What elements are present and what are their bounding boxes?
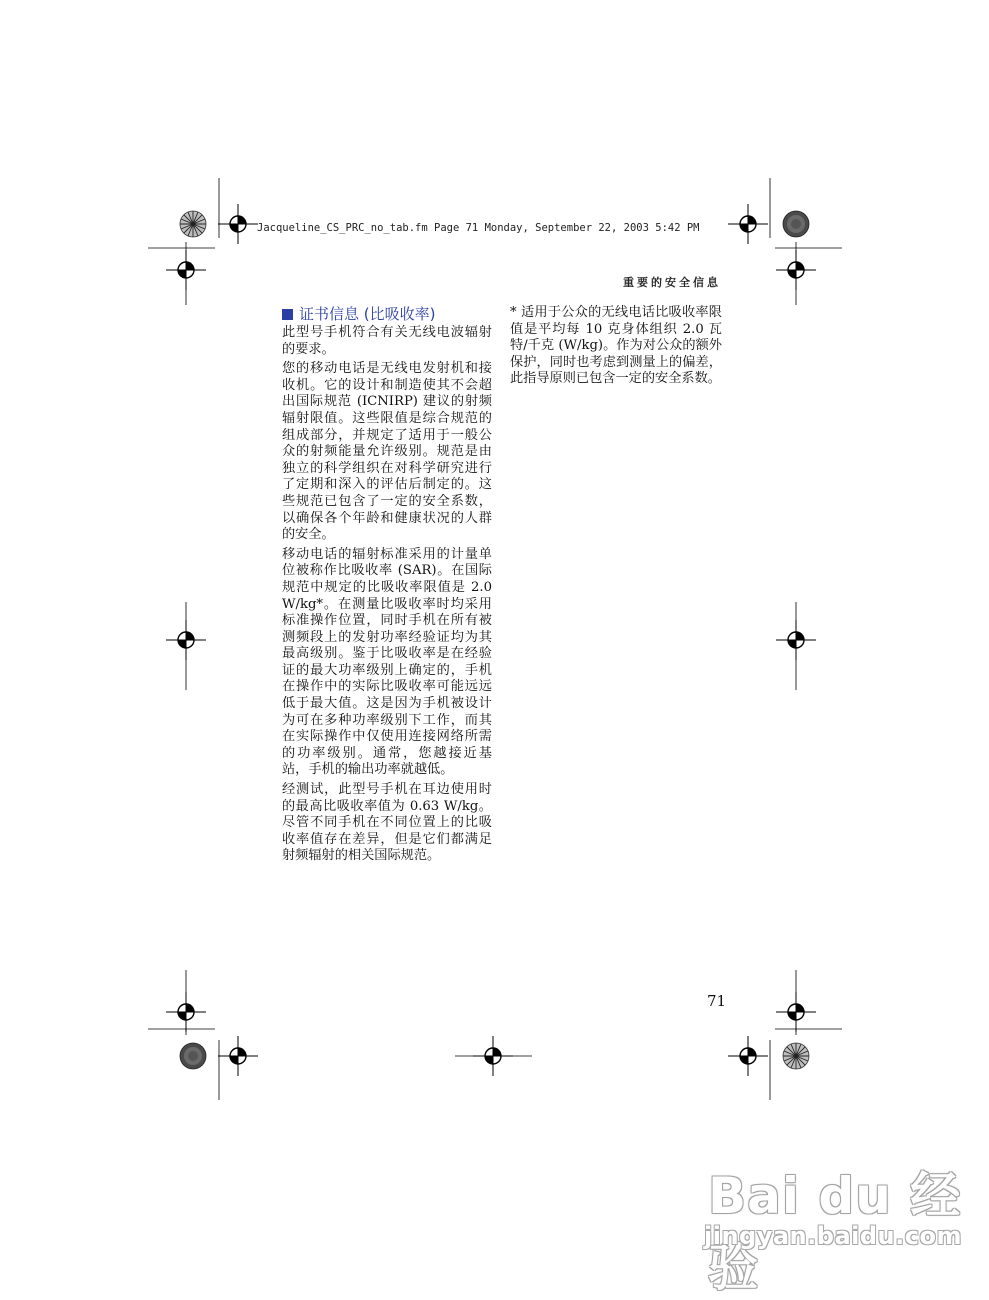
paragraph-tested-value: 经测试，此型号手机在耳边使用时的最高比吸收率值为 0.63 W/kg。尽管不同手机在不同位置上的比吸收率值存在差异，但是它们都满足射频辐射的相关国际规范。 xyxy=(282,782,492,864)
print-slug-line: Jacqueline_CS_PRC_no_tab.fm Page 71 Monday, September 22, 2003 5:42 PM xyxy=(257,222,700,234)
right-column xyxy=(510,305,722,391)
running-header: 重要的安全信息 xyxy=(623,276,721,289)
footnote-paragraph: * 适用于公众的无线电话比吸收率限值是平均每 10 克身体组织 2.0 瓦特/千克 (W/kg)。作为对公众的额外保护，同时也考虑到测量上的偏差，此指导原则已包含一定的安全系数。 xyxy=(510,305,722,387)
paragraph-compliance: 此型号手机符合有关无线电波辐射的要求。 xyxy=(282,325,492,357)
paragraph-transmitter: 您的移动电话是无线电发射机和接收机。它的设计和制造使其不会超出国际规范 (ICNIRP) 建议的射频辐射限值。这些限值是综合规范的组成部分，并规定了适用于一般公众的射频能量允许级别。规范是由独立的科学组织在对科学研究进行了定期和深入的评估后制定的。这些规范已包含了一定的安全系数，以确保各个年龄和健康状况的人群的安全。 xyxy=(282,361,492,543)
watermark-url: jingyan.baidu.com xyxy=(704,1222,962,1250)
section-heading-text: 证书信息 (比吸收率) xyxy=(299,305,436,323)
watermark-logo-text: Bai du 经验 xyxy=(708,1167,962,1297)
paragraph-sar-standard: 移动电话的辐射标准采用的计量单位被称作比吸收率 (SAR)。在国际规范中规定的比吸收率限值是 2.0 W/kg*。在测量比吸收率时均采用标准操作位置，同时手机在所有被测频段上的发射功率经验证均为其最高级别。鉴于比吸收率是在经验证的最大功率级别上确定的，手机在操作中的实际比吸收率可能远远低于最大值。这是因为手机被设计为可在多种功率级别下工作，而其在实际操作中仅使用连接网络所需的功率级别。通常，您越接近基站，手机的输出功率就越低。 xyxy=(282,546,492,778)
baidu-watermark xyxy=(660,1140,980,1297)
section-heading xyxy=(282,305,492,323)
square-bullet-icon xyxy=(282,309,293,320)
left-column xyxy=(282,305,492,868)
page-number: 71 xyxy=(707,992,727,1010)
